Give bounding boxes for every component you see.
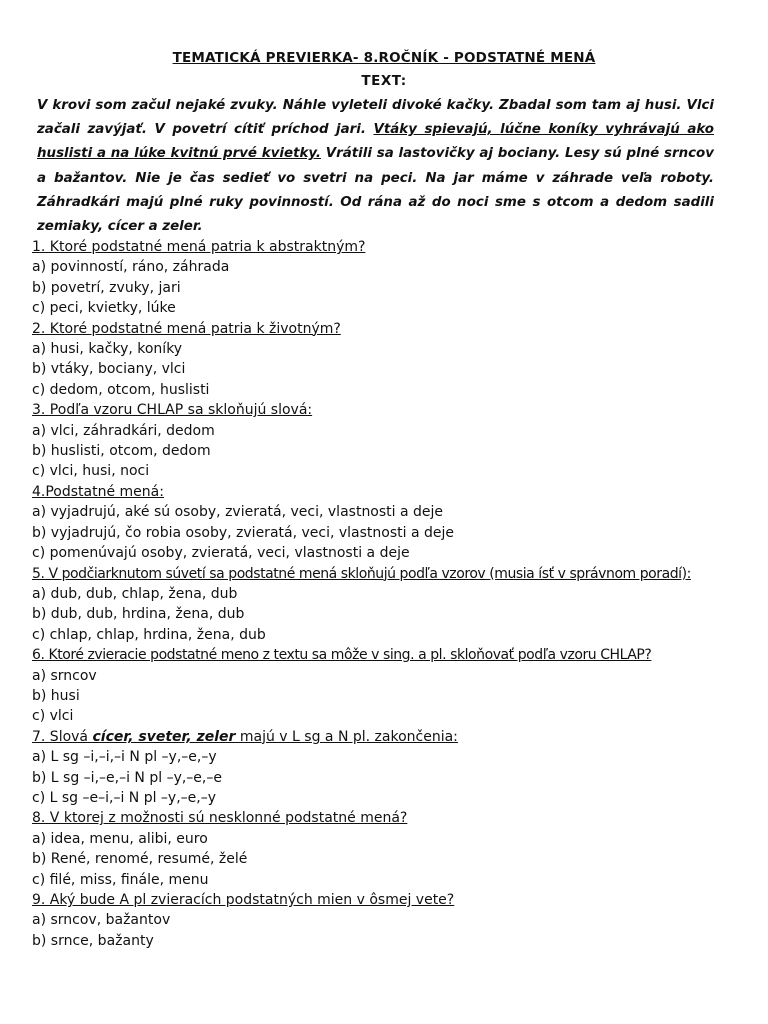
answer-option: b) huslisti, otcom, dedom [32,443,211,460]
question-emphasized-words: cícer, sveter, zeler [92,728,236,745]
question-heading: 8. V ktorej z možnosti sú nesklonné podstatné mená? [32,810,408,827]
answer-option: c) vlci [32,708,74,725]
answer-option: c) filé, miss, finále, menu [32,871,209,888]
answer-option: c) peci, kvietky, lúke [32,300,176,317]
question-heading-start: 7. Slová [32,728,93,745]
worksheet-title: TEMATICKÁ PREVIERKA- 8.ROČNÍK - PODSTATNÉ MENÁ [172,50,596,66]
answer-option: c) pomenúvajú osoby, zvieratá, veci, vlastnosti a deje [32,545,410,562]
question-heading: 2. Ktoré podstatné mená patria k životným? [32,320,341,337]
answer-option: b) husi [32,687,80,704]
question-5 [32,564,747,646]
answer-option: a) vlci, záhradkári, dedom [32,422,215,439]
answer-option: c) chlap, chlap, hrdina, žena, dub [32,626,266,643]
question-1 [32,237,747,319]
passage-part-1: V krovi som začul nejaké zvuky. Náhle vyleteli divoké kačky. Zbadal som tam aj husi. Vlci začali zavýjať. V povetrí cítiť príchod jari. [37,98,714,138]
passage-part-2: Vrátili sa lastovičky aj bociany. Lesy sú plné srncov a bažantov. Nie je čas sedieť vo svetri na peci. Na jar máme v záhrade veľa roboty. Záhradkári majú plné ruky povinností. Od rána až do noci sme s otcom a dedom sadili zemiaky, cícer a zeler. [37,146,714,235]
answer-option: b) vtáky, bociany, vlci [32,361,186,378]
question-list [32,237,747,951]
answer-option: c) L sg –e–i,–i N pl –y,–e,–y [32,789,217,806]
underlined-compound-sentence: Vtáky spievajú, lúčne koníky vyhrávajú ako huslisti a na lúke kvitnú prvé kvietky. [37,122,714,162]
question-heading: 1. Ktoré podstatné mená patria k abstraktným? [32,239,366,255]
question-heading: 5. V podčiarknutom súvetí sa podstatné mená skloňujú podľa vzorov (musia ísť v správnom poradí): [32,565,691,582]
reading-passage [37,94,714,239]
question-6 [32,645,747,727]
question-heading: 6. Ktoré zvieracie podstatné meno z textu sa môže v sing. a pl. skloňovať podľa vzoru CHLAP? [32,647,652,664]
text-label: TEXT: [361,73,407,89]
answer-option: b) René, renomé, resumé, želé [32,851,248,868]
question-heading-end: majú v L sg a N pl. zakončenia: [235,728,458,745]
answer-option: a) dub, dub, chlap, žena, dub [32,585,238,602]
question-8 [32,808,747,890]
question-heading: 4.Podstatné mená: [32,483,164,500]
answer-option: a) husi, kačky, koníky [32,341,183,358]
question-2 [32,319,747,401]
question-9 [32,890,747,951]
answer-option: a) L sg –i,–i,–i N pl –y,–e,–y [32,749,217,766]
question-heading: 3. Podľa vzoru CHLAP sa skloňujú slová: [32,402,313,419]
question-3 [32,400,747,482]
answer-option: c) dedom, otcom, huslisti [32,381,210,398]
answer-option: b) povetrí, zvuky, jari [32,279,181,296]
question-heading [32,727,747,747]
question-heading: 9. Aký bude A pl zvieracích podstatných mien v ôsmej vete? [32,892,455,908]
answer-option: c) vlci, husi, noci [32,463,150,480]
answer-option: a) srncov [32,667,97,684]
answer-option: a) srncov, bažantov [32,912,171,929]
answer-option: a) idea, menu, alibi, euro [32,830,208,847]
answer-option: a) povinností, ráno, záhrada [32,259,230,276]
answer-option: b) L sg –i,–e,–i N pl –y,–e,–e [32,769,222,786]
answer-option: b) vyjadrujú, čo robia osoby, zvieratá, veci, vlastnosti a deje [32,524,455,541]
answer-option: b) dub, dub, hrdina, žena, dub [32,606,245,623]
answer-option: b) srnce, bažanty [32,932,154,949]
question-7 [32,727,747,809]
answer-option: a) vyjadrujú, aké sú osoby, zvieratá, veci, vlastnosti a deje [32,504,444,521]
question-4 [32,482,747,564]
